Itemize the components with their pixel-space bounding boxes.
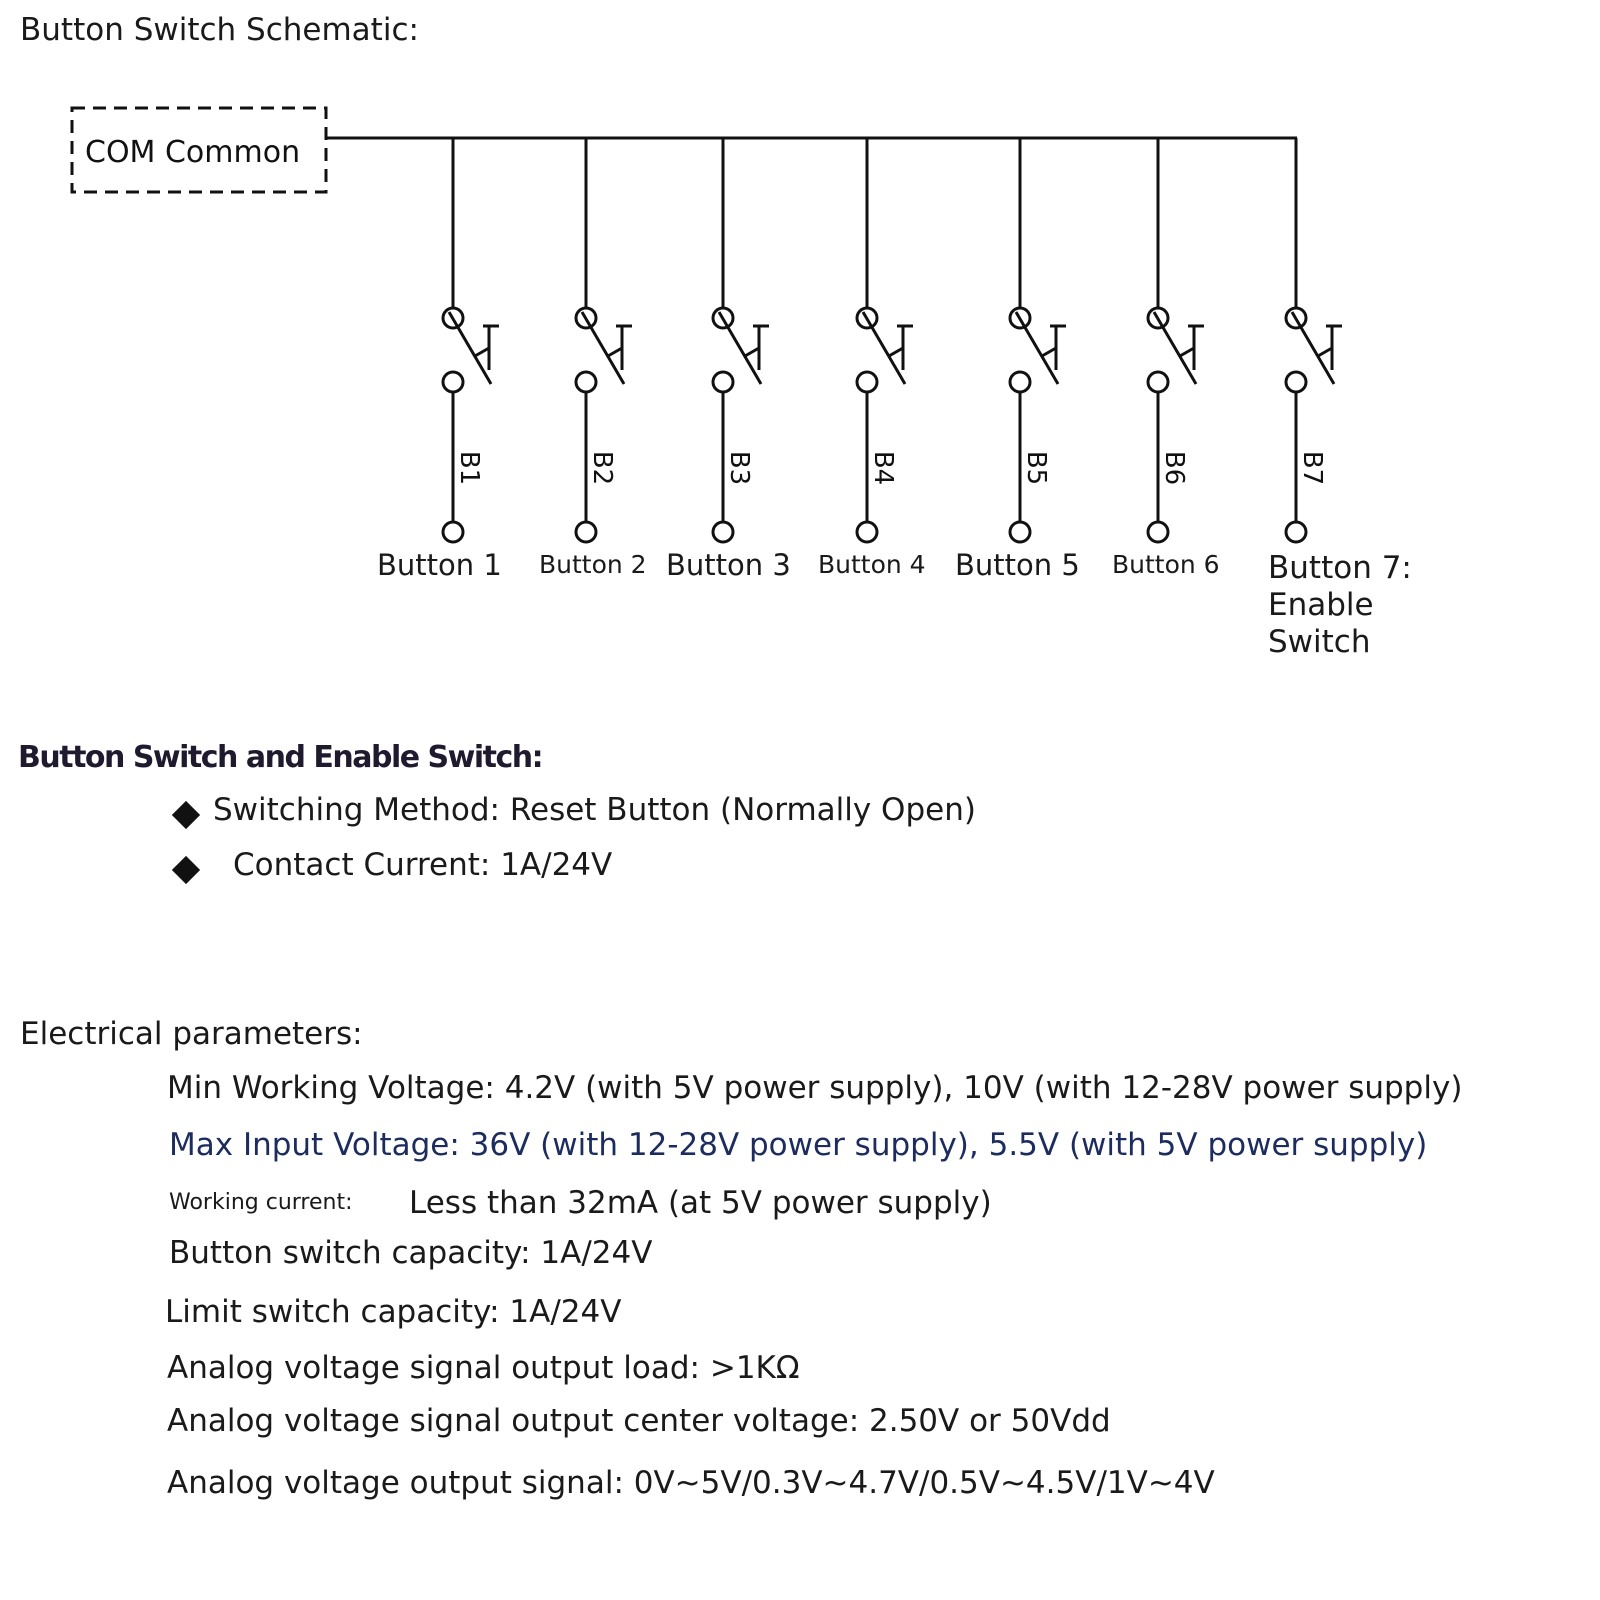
switch-6-tag: B6 [1159, 450, 1189, 486]
diamond-bullet-icon [176, 805, 196, 829]
switch-5-mid-terminal [1010, 372, 1030, 392]
electrical-parameters-title: Electrical parameters: [20, 1016, 363, 1052]
button-4-label: Button 4 [818, 550, 926, 579]
switch-5-actuator-link [1042, 348, 1056, 356]
switch-7-bottom-terminal [1286, 522, 1306, 542]
switch-7-mid-terminal [1286, 372, 1306, 392]
analog-output-load: Analog voltage signal output load: >1KΩ [167, 1350, 800, 1386]
working-current-value: Less than 32mA (at 5V power supply) [409, 1185, 992, 1221]
switch-2-bottom-terminal [576, 522, 596, 542]
button-2-label: Button 2 [539, 550, 647, 579]
button-3-label: Button 3 [666, 548, 791, 582]
button-5-label: Button 5 [955, 548, 1080, 582]
switch-3-bottom-terminal [713, 522, 733, 542]
button-switch-section-title: Button Switch and Enable Switch: [18, 740, 543, 775]
analog-center-voltage: Analog voltage signal output center voltage: 2.50V or 50Vdd [167, 1403, 1111, 1439]
switch-7-actuator-link [1318, 348, 1332, 356]
switch-4-actuator-link [889, 348, 903, 356]
switch-6-mid-terminal [1148, 372, 1168, 392]
switch-1-actuator-link [475, 348, 489, 356]
button-switch-capacity: Button switch capacity: 1A/24V [169, 1235, 653, 1271]
contact-current-item: Contact Current: 1A/24V [233, 847, 613, 883]
switch-3-mid-terminal [713, 372, 733, 392]
button-7-enable-switch-label: Button 7: Enable Switch [1268, 550, 1412, 660]
switch-5-bottom-terminal [1010, 522, 1030, 542]
com-common-label: COM Common [85, 135, 301, 170]
switch-1-bottom-terminal [443, 522, 463, 542]
analog-output-signal: Analog voltage output signal: 0V~5V/0.3V~4.7V/0.5V~4.5V/1V~4V [167, 1465, 1215, 1501]
switch-2-actuator-link [608, 348, 622, 356]
working-current-label: Working current: [169, 1190, 353, 1215]
switch-6-bottom-terminal [1148, 522, 1168, 542]
button-1-label: Button 1 [377, 548, 502, 582]
switch-group [443, 138, 1342, 542]
button-6-label: Button 6 [1112, 550, 1220, 579]
switch-1-tag: B1 [454, 450, 484, 486]
switch-5-tag: B5 [1021, 450, 1051, 486]
switch-2-tag: B2 [587, 450, 617, 486]
min-working-voltage: Min Working Voltage: 4.2V (with 5V power supply), 10V (with 12-28V power supply) [167, 1070, 1463, 1106]
switch-4-tag: B4 [868, 450, 898, 486]
switch-3-tag: B3 [724, 450, 754, 486]
max-input-voltage: Max Input Voltage: 36V (with 12-28V power supply), 5.5V (with 5V power supply) [169, 1127, 1428, 1163]
switch-2-mid-terminal [576, 372, 596, 392]
diamond-bullet-icon [176, 860, 196, 884]
switch-4-mid-terminal [857, 372, 877, 392]
schematic-title: Button Switch Schematic: [20, 12, 419, 48]
switch-6-actuator-link [1180, 348, 1194, 356]
limit-switch-capacity: Limit switch capacity: 1A/24V [165, 1294, 622, 1330]
switch-1-mid-terminal [443, 372, 463, 392]
switch-3-actuator-link [745, 348, 759, 356]
switch-4-bottom-terminal [857, 522, 877, 542]
switching-method-item: Switching Method: Reset Button (Normally Open) [213, 792, 976, 828]
switch-7-tag: B7 [1297, 450, 1327, 486]
